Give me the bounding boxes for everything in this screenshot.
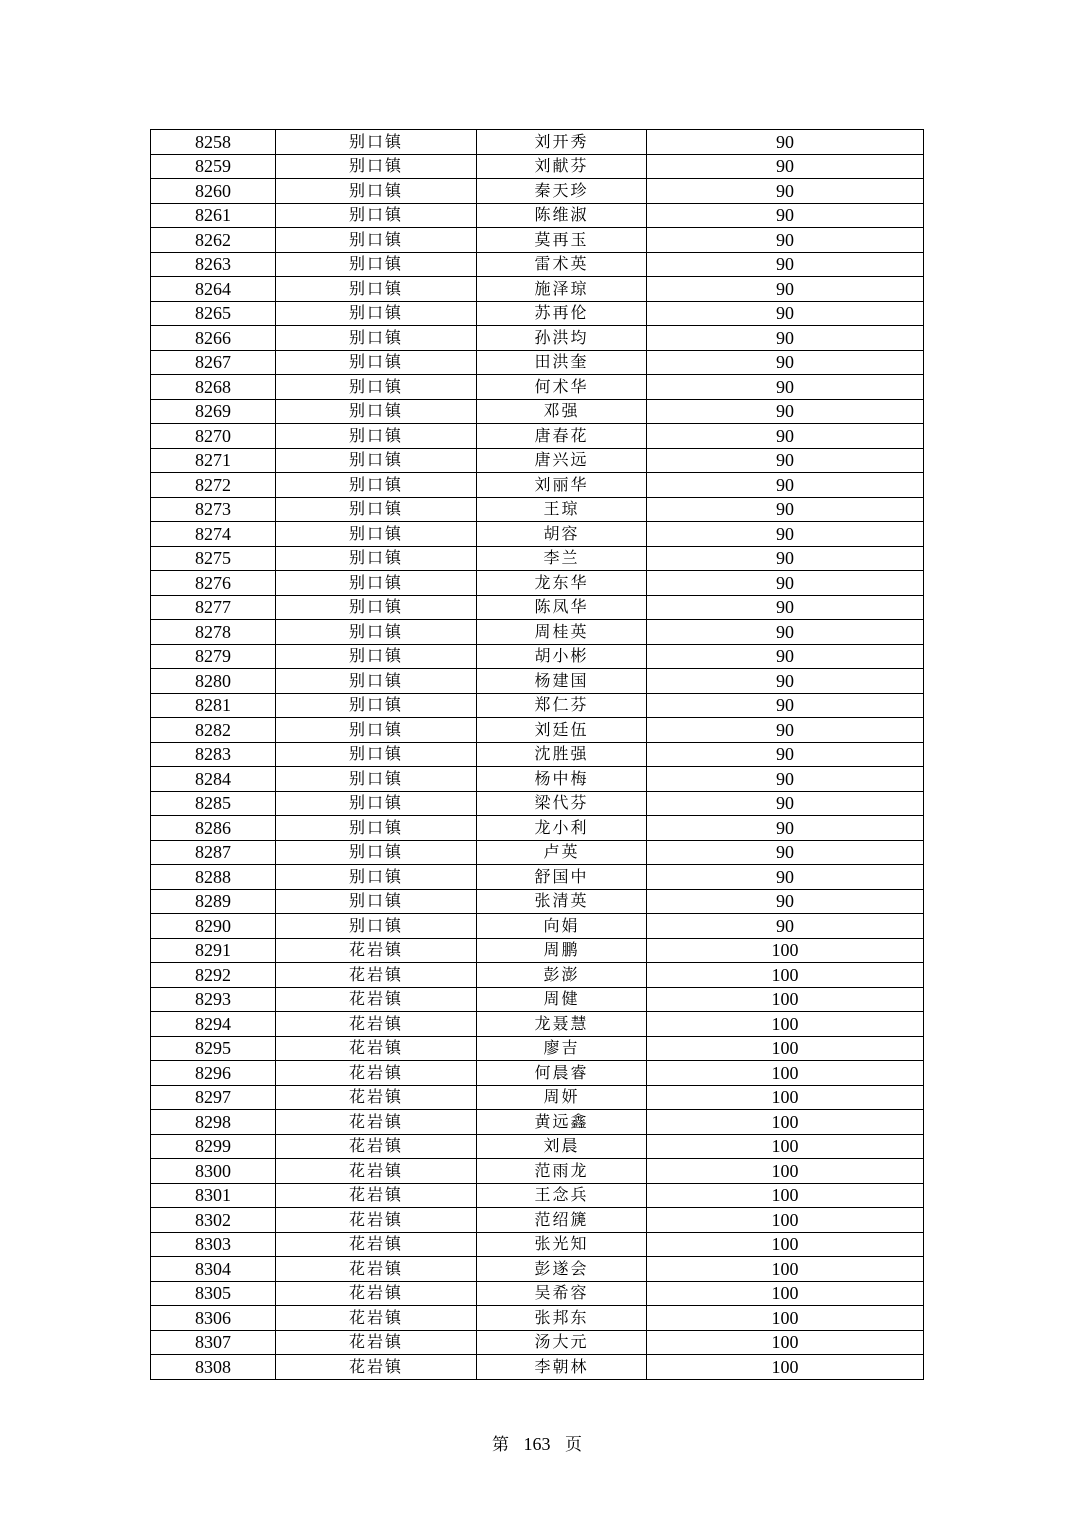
- town-cell: 别口镇: [276, 522, 477, 547]
- amount-cell: 90: [647, 350, 924, 375]
- row-id-cell: 8264: [151, 277, 276, 302]
- name-cell: 张邦东: [477, 1306, 647, 1331]
- amount-cell: 90: [647, 693, 924, 718]
- town-cell: 花岩镇: [276, 1110, 477, 1135]
- amount-cell: 90: [647, 301, 924, 326]
- town-cell: 别口镇: [276, 914, 477, 939]
- row-id-cell: 8285: [151, 791, 276, 816]
- name-cell: 沈胜强: [477, 742, 647, 767]
- amount-cell: 100: [647, 1355, 924, 1380]
- amount-cell: 90: [647, 865, 924, 890]
- name-cell: 刘献芬: [477, 154, 647, 179]
- table-row: [151, 1085, 924, 1110]
- town-cell: 别口镇: [276, 277, 477, 302]
- row-id-cell: 8259: [151, 154, 276, 179]
- town-cell: 别口镇: [276, 693, 477, 718]
- amount-cell: 90: [647, 375, 924, 400]
- name-cell: 李朝林: [477, 1355, 647, 1380]
- table-row: [151, 399, 924, 424]
- name-cell: 秦天珍: [477, 179, 647, 204]
- table-row: [151, 375, 924, 400]
- name-cell: 梁代芬: [477, 791, 647, 816]
- row-id-cell: 8299: [151, 1134, 276, 1159]
- town-cell: 别口镇: [276, 620, 477, 645]
- table-row: [151, 473, 924, 498]
- table-row: [151, 571, 924, 596]
- table-row: [151, 1159, 924, 1184]
- table-row: [151, 595, 924, 620]
- town-cell: 别口镇: [276, 375, 477, 400]
- table-row: [151, 252, 924, 277]
- table-row: [151, 889, 924, 914]
- table-row: [151, 350, 924, 375]
- town-cell: 别口镇: [276, 301, 477, 326]
- table-row: [151, 865, 924, 890]
- town-cell: 别口镇: [276, 742, 477, 767]
- name-cell: 陈维淑: [477, 203, 647, 228]
- town-cell: 别口镇: [276, 203, 477, 228]
- amount-cell: 100: [647, 963, 924, 988]
- row-id-cell: 8272: [151, 473, 276, 498]
- row-id-cell: 8262: [151, 228, 276, 253]
- row-id-cell: 8276: [151, 571, 276, 596]
- name-cell: 苏再伦: [477, 301, 647, 326]
- town-cell: 花岩镇: [276, 987, 477, 1012]
- town-cell: 花岩镇: [276, 1183, 477, 1208]
- amount-cell: 90: [647, 154, 924, 179]
- name-cell: 何术华: [477, 375, 647, 400]
- town-cell: 别口镇: [276, 767, 477, 792]
- name-cell: 舒国中: [477, 865, 647, 890]
- town-cell: 花岩镇: [276, 1355, 477, 1380]
- amount-cell: 100: [647, 1257, 924, 1282]
- town-cell: 别口镇: [276, 865, 477, 890]
- town-cell: 花岩镇: [276, 1257, 477, 1282]
- amount-cell: 90: [647, 130, 924, 155]
- row-id-cell: 8288: [151, 865, 276, 890]
- town-cell: 别口镇: [276, 669, 477, 694]
- table-row: [151, 424, 924, 449]
- amount-cell: 90: [647, 473, 924, 498]
- name-cell: 刘开秀: [477, 130, 647, 155]
- table-row: [151, 1061, 924, 1086]
- name-cell: 范雨龙: [477, 1159, 647, 1184]
- table-row: [151, 1281, 924, 1306]
- name-cell: 刘丽华: [477, 473, 647, 498]
- name-cell: 胡容: [477, 522, 647, 547]
- name-cell: 田洪奎: [477, 350, 647, 375]
- amount-cell: 100: [647, 1281, 924, 1306]
- table-row: [151, 546, 924, 571]
- amount-cell: 100: [647, 1110, 924, 1135]
- name-cell: 王琼: [477, 497, 647, 522]
- row-id-cell: 8300: [151, 1159, 276, 1184]
- row-id-cell: 8278: [151, 620, 276, 645]
- town-cell: 别口镇: [276, 791, 477, 816]
- table-row: [151, 1110, 924, 1135]
- row-id-cell: 8271: [151, 448, 276, 473]
- row-id-cell: 8265: [151, 301, 276, 326]
- row-id-cell: 8269: [151, 399, 276, 424]
- row-id-cell: 8284: [151, 767, 276, 792]
- table-row: [151, 1257, 924, 1282]
- town-cell: 花岩镇: [276, 1085, 477, 1110]
- name-cell: 彭遂会: [477, 1257, 647, 1282]
- name-cell: 王念兵: [477, 1183, 647, 1208]
- name-cell: 周鹏: [477, 938, 647, 963]
- name-cell: 唐春花: [477, 424, 647, 449]
- data-table: [150, 129, 924, 1380]
- amount-cell: 100: [647, 1036, 924, 1061]
- name-cell: 雷术英: [477, 252, 647, 277]
- town-cell: 别口镇: [276, 448, 477, 473]
- town-cell: 花岩镇: [276, 1306, 477, 1331]
- row-id-cell: 8301: [151, 1183, 276, 1208]
- amount-cell: 90: [647, 179, 924, 204]
- amount-cell: 90: [647, 277, 924, 302]
- name-cell: 莫再玉: [477, 228, 647, 253]
- name-cell: 龙东华: [477, 571, 647, 596]
- row-id-cell: 8297: [151, 1085, 276, 1110]
- table-row: [151, 154, 924, 179]
- town-cell: 花岩镇: [276, 938, 477, 963]
- footer-suffix: 页: [565, 1435, 582, 1455]
- table-row: [151, 1012, 924, 1037]
- table-row: [151, 620, 924, 645]
- town-cell: 别口镇: [276, 816, 477, 841]
- table-row: [151, 693, 924, 718]
- amount-cell: 100: [647, 1061, 924, 1086]
- row-id-cell: 8292: [151, 963, 276, 988]
- town-cell: 别口镇: [276, 228, 477, 253]
- name-cell: 刘廷伍: [477, 718, 647, 743]
- table-row: [151, 1183, 924, 1208]
- row-id-cell: 8303: [151, 1232, 276, 1257]
- name-cell: 龙小利: [477, 816, 647, 841]
- town-cell: 别口镇: [276, 130, 477, 155]
- row-id-cell: 8266: [151, 326, 276, 351]
- amount-cell: 100: [647, 1183, 924, 1208]
- name-cell: 何晨睿: [477, 1061, 647, 1086]
- name-cell: 周妍: [477, 1085, 647, 1110]
- amount-cell: 90: [647, 497, 924, 522]
- name-cell: 龙聂慧: [477, 1012, 647, 1037]
- town-cell: 别口镇: [276, 840, 477, 865]
- row-id-cell: 8268: [151, 375, 276, 400]
- row-id-cell: 8258: [151, 130, 276, 155]
- amount-cell: 90: [647, 742, 924, 767]
- row-id-cell: 8287: [151, 840, 276, 865]
- amount-cell: 90: [647, 840, 924, 865]
- town-cell: 别口镇: [276, 571, 477, 596]
- table-row: [151, 963, 924, 988]
- town-cell: 花岩镇: [276, 1012, 477, 1037]
- town-cell: 花岩镇: [276, 1036, 477, 1061]
- town-cell: 花岩镇: [276, 1330, 477, 1355]
- row-id-cell: 8275: [151, 546, 276, 571]
- amount-cell: 100: [647, 1330, 924, 1355]
- table-row: [151, 840, 924, 865]
- town-cell: 别口镇: [276, 424, 477, 449]
- amount-cell: 90: [647, 448, 924, 473]
- table-row: [151, 742, 924, 767]
- row-id-cell: 8281: [151, 693, 276, 718]
- row-id-cell: 8270: [151, 424, 276, 449]
- amount-cell: 100: [647, 987, 924, 1012]
- table-row: [151, 914, 924, 939]
- town-cell: 别口镇: [276, 595, 477, 620]
- name-cell: 周健: [477, 987, 647, 1012]
- town-cell: 花岩镇: [276, 1208, 477, 1233]
- table-row: [151, 938, 924, 963]
- name-cell: 胡小彬: [477, 644, 647, 669]
- table-row: [151, 1036, 924, 1061]
- amount-cell: 100: [647, 1012, 924, 1037]
- row-id-cell: 8295: [151, 1036, 276, 1061]
- amount-cell: 90: [647, 669, 924, 694]
- amount-cell: 90: [647, 595, 924, 620]
- table-row: [151, 669, 924, 694]
- name-cell: 陈凤华: [477, 595, 647, 620]
- table-row: [151, 228, 924, 253]
- amount-cell: 90: [647, 522, 924, 547]
- name-cell: 杨中梅: [477, 767, 647, 792]
- table-row: [151, 326, 924, 351]
- amount-cell: 100: [647, 1134, 924, 1159]
- table-row: [151, 987, 924, 1012]
- table-row: [151, 179, 924, 204]
- amount-cell: 90: [647, 571, 924, 596]
- amount-cell: 90: [647, 326, 924, 351]
- name-cell: 张光知: [477, 1232, 647, 1257]
- table-row: [151, 522, 924, 547]
- row-id-cell: 8263: [151, 252, 276, 277]
- row-id-cell: 8280: [151, 669, 276, 694]
- row-id-cell: 8298: [151, 1110, 276, 1135]
- amount-cell: 100: [647, 1306, 924, 1331]
- table-body: [151, 130, 924, 1380]
- amount-cell: 90: [647, 791, 924, 816]
- row-id-cell: 8273: [151, 497, 276, 522]
- name-cell: 李兰: [477, 546, 647, 571]
- town-cell: 别口镇: [276, 644, 477, 669]
- table-row: [151, 130, 924, 155]
- page-footer: [0, 1430, 1074, 1455]
- amount-cell: 100: [647, 1232, 924, 1257]
- row-id-cell: 8294: [151, 1012, 276, 1037]
- name-cell: 孙洪均: [477, 326, 647, 351]
- row-id-cell: 8291: [151, 938, 276, 963]
- name-cell: 汤大元: [477, 1330, 647, 1355]
- row-id-cell: 8308: [151, 1355, 276, 1380]
- row-id-cell: 8282: [151, 718, 276, 743]
- town-cell: 花岩镇: [276, 1159, 477, 1184]
- row-id-cell: 8260: [151, 179, 276, 204]
- town-cell: 别口镇: [276, 350, 477, 375]
- amount-cell: 90: [647, 203, 924, 228]
- page-number: 163: [523, 1434, 551, 1454]
- town-cell: 花岩镇: [276, 1281, 477, 1306]
- row-id-cell: 8293: [151, 987, 276, 1012]
- row-id-cell: 8267: [151, 350, 276, 375]
- row-id-cell: 8296: [151, 1061, 276, 1086]
- amount-cell: 100: [647, 1159, 924, 1184]
- town-cell: 别口镇: [276, 399, 477, 424]
- row-id-cell: 8302: [151, 1208, 276, 1233]
- amount-cell: 90: [647, 889, 924, 914]
- name-cell: 吴希容: [477, 1281, 647, 1306]
- name-cell: 范绍篪: [477, 1208, 647, 1233]
- town-cell: 别口镇: [276, 154, 477, 179]
- name-cell: 张清英: [477, 889, 647, 914]
- row-id-cell: 8274: [151, 522, 276, 547]
- town-cell: 别口镇: [276, 718, 477, 743]
- row-id-cell: 8286: [151, 816, 276, 841]
- town-cell: 花岩镇: [276, 963, 477, 988]
- town-cell: 别口镇: [276, 497, 477, 522]
- table-row: [151, 791, 924, 816]
- amount-cell: 90: [647, 620, 924, 645]
- row-id-cell: 8277: [151, 595, 276, 620]
- amount-cell: 90: [647, 399, 924, 424]
- table-row: [151, 1232, 924, 1257]
- table-row: [151, 1330, 924, 1355]
- name-cell: 廖吉: [477, 1036, 647, 1061]
- table-row: [151, 448, 924, 473]
- name-cell: 施泽琼: [477, 277, 647, 302]
- amount-cell: 100: [647, 1085, 924, 1110]
- row-id-cell: 8305: [151, 1281, 276, 1306]
- row-id-cell: 8289: [151, 889, 276, 914]
- town-cell: 花岩镇: [276, 1232, 477, 1257]
- name-cell: 卢英: [477, 840, 647, 865]
- table-row: [151, 497, 924, 522]
- table-row: [151, 1208, 924, 1233]
- row-id-cell: 8290: [151, 914, 276, 939]
- table-row: [151, 1134, 924, 1159]
- row-id-cell: 8261: [151, 203, 276, 228]
- amount-cell: 90: [647, 644, 924, 669]
- table-row: [151, 301, 924, 326]
- row-id-cell: 8304: [151, 1257, 276, 1282]
- amount-cell: 90: [647, 816, 924, 841]
- town-cell: 别口镇: [276, 889, 477, 914]
- name-cell: 彭澎: [477, 963, 647, 988]
- town-cell: 别口镇: [276, 326, 477, 351]
- row-id-cell: 8307: [151, 1330, 276, 1355]
- amount-cell: 100: [647, 938, 924, 963]
- name-cell: 向娟: [477, 914, 647, 939]
- name-cell: 黄远鑫: [477, 1110, 647, 1135]
- amount-cell: 100: [647, 1208, 924, 1233]
- amount-cell: 90: [647, 228, 924, 253]
- name-cell: 邓强: [477, 399, 647, 424]
- town-cell: 别口镇: [276, 546, 477, 571]
- amount-cell: 90: [647, 718, 924, 743]
- name-cell: 刘晨: [477, 1134, 647, 1159]
- name-cell: 杨建国: [477, 669, 647, 694]
- town-cell: 别口镇: [276, 252, 477, 277]
- table-row: [151, 718, 924, 743]
- amount-cell: 90: [647, 767, 924, 792]
- row-id-cell: 8283: [151, 742, 276, 767]
- footer-prefix: 第: [492, 1435, 509, 1455]
- town-cell: 花岩镇: [276, 1061, 477, 1086]
- table-row: [151, 203, 924, 228]
- town-cell: 花岩镇: [276, 1134, 477, 1159]
- table-row: [151, 1306, 924, 1331]
- amount-cell: 90: [647, 252, 924, 277]
- row-id-cell: 8279: [151, 644, 276, 669]
- table-row: [151, 767, 924, 792]
- table-row: [151, 644, 924, 669]
- row-id-cell: 8306: [151, 1306, 276, 1331]
- name-cell: 郑仁芬: [477, 693, 647, 718]
- town-cell: 别口镇: [276, 179, 477, 204]
- table-row: [151, 1355, 924, 1380]
- name-cell: 周桂英: [477, 620, 647, 645]
- town-cell: 别口镇: [276, 473, 477, 498]
- amount-cell: 90: [647, 914, 924, 939]
- table-row: [151, 277, 924, 302]
- table-row: [151, 816, 924, 841]
- amount-cell: 90: [647, 546, 924, 571]
- name-cell: 唐兴远: [477, 448, 647, 473]
- amount-cell: 90: [647, 424, 924, 449]
